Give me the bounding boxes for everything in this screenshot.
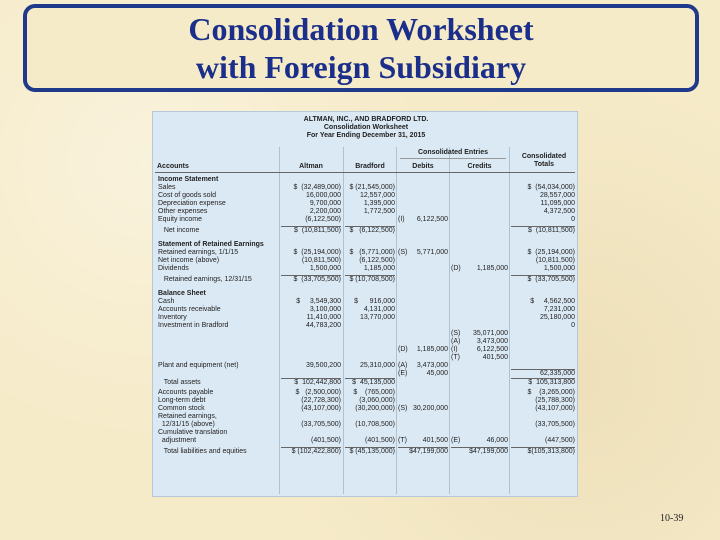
- cell-f: $ (33,705,500): [527, 276, 575, 283]
- header-debits: Debits: [412, 163, 434, 170]
- cell-a: Cumulative translation: [158, 429, 228, 436]
- cell-a: 12/31/15 (above): [158, 421, 215, 428]
- worksheet-name: Consolidation Worksheet: [323, 124, 409, 131]
- cell-eref: (D): [451, 265, 461, 272]
- cell-a: Retained earnings, 1/1/15: [158, 249, 239, 256]
- cell-b: $ 3,549,300: [296, 298, 341, 305]
- cell-b: $ (25,194,000): [293, 249, 341, 256]
- cell-c: $ (21,545,000): [349, 184, 395, 191]
- header-consolidated-totals-1: Consolidated: [521, 153, 567, 160]
- cell-a: Equity income: [158, 216, 202, 223]
- cell-dref: (I): [398, 216, 405, 223]
- cell-a: Accounts payable: [158, 389, 214, 396]
- cell-a: Sales: [158, 184, 176, 191]
- worksheet-company: ALTMAN, INC., AND BRADFORD LTD.: [303, 116, 429, 123]
- slide-title-line-1: Consolidation Worksheet: [188, 11, 534, 47]
- cell-b: 11,410,000: [306, 314, 341, 321]
- cell-d: 45,000: [426, 370, 448, 377]
- cell-eref: (A): [451, 338, 461, 345]
- cell-f: $ (25,194,000): [527, 249, 575, 256]
- cell-b: $ (2,500,000): [295, 389, 341, 396]
- cell-eref: (I): [451, 346, 458, 353]
- cell-a: Long-term debt: [158, 397, 206, 404]
- cell-b: 9,700,000: [309, 200, 341, 207]
- cell-c: $ (10,708,500): [349, 276, 395, 283]
- cell-e: 3,473,000: [476, 338, 508, 345]
- cell-eref: (S): [451, 330, 461, 337]
- cell-d: 3,473,000: [416, 362, 448, 369]
- cell-c: (6,122,500): [359, 257, 395, 264]
- cell-f: (33,705,500): [535, 421, 575, 428]
- cell-c: $ (5,771,000): [349, 249, 395, 256]
- cell-a: Balance Sheet: [158, 290, 206, 297]
- cell-a: adjustment: [158, 437, 197, 444]
- cell-a: Net income: [158, 227, 200, 234]
- cell-f: 11,095,000: [540, 200, 575, 207]
- cell-b: $ (10,811,500): [294, 227, 341, 234]
- cell-a: Dividends: [158, 265, 189, 272]
- cell-dref: (S): [398, 249, 408, 256]
- cell-c: 25,310,000: [359, 362, 395, 369]
- cell-f: 7,231,000: [543, 306, 575, 313]
- cell-b: (6,122,500): [305, 216, 341, 223]
- cell-a: Inventory: [158, 314, 187, 321]
- page-number: 10-39: [660, 513, 684, 524]
- cell-f: 0: [571, 322, 575, 329]
- cell-f: $ (3,265,000): [527, 389, 575, 396]
- cell-a: Cost of goods sold: [158, 192, 216, 199]
- cell-b: 2,200,000: [309, 208, 341, 215]
- consolidation-worksheet-image: [152, 111, 578, 497]
- cell-b: 3,100,000: [309, 306, 341, 313]
- header-bradford: Bradford: [355, 163, 385, 170]
- cell-a: Statement of Retained Earnings: [158, 241, 264, 248]
- header-consolidated-totals-2: Totals: [533, 161, 555, 168]
- cell-b: $ (102,422,800): [291, 448, 341, 455]
- cell-c: $ (765,000): [353, 389, 395, 396]
- cell-f: $ (10,811,500): [528, 227, 575, 234]
- cell-d: 1,185,000: [416, 346, 448, 353]
- cell-b: (401,500): [311, 437, 341, 444]
- cell-eref: (T): [451, 354, 460, 361]
- cell-c: (30,200,000): [355, 405, 395, 412]
- cell-dref: (E): [398, 370, 408, 377]
- cell-dref: (T): [398, 437, 407, 444]
- cell-b: (22,728,300): [301, 397, 341, 404]
- cell-b: $ (32,489,000): [293, 184, 341, 191]
- cell-eref: (E): [451, 437, 461, 444]
- worksheet-period: For Year Ending December 31, 2015: [306, 132, 426, 139]
- cell-f: $ 105,313,800: [528, 379, 575, 386]
- cell-a: Income Statement: [158, 176, 219, 183]
- cell-f: (10,811,500): [535, 257, 575, 264]
- cell-a: Other expenses: [158, 208, 208, 215]
- cell-c: $ (45,135,000): [349, 448, 395, 455]
- cell-f: $ 4,562,500: [530, 298, 575, 305]
- cell-a: Depreciation expense: [158, 200, 226, 207]
- cell-c: (3,060,000): [359, 397, 395, 404]
- cell-a: Plant and equipment (net): [158, 362, 239, 369]
- cell-b: 1,500,000: [309, 265, 341, 272]
- cell-b: 44,783,200: [305, 322, 341, 329]
- cell-f: (25,788,300): [535, 397, 575, 404]
- cell-c: 12,557,000: [359, 192, 395, 199]
- cell-d: 6,122,500: [416, 216, 448, 223]
- cell-c: $ 45,135,000: [352, 379, 395, 386]
- cell-d: $47,199,000: [409, 448, 448, 455]
- cell-f: 25,180,000: [539, 314, 575, 321]
- cell-d: 30,200,000: [412, 405, 448, 412]
- cell-dref: (S): [398, 405, 408, 412]
- cell-f: (43,107,000): [535, 405, 575, 412]
- cell-d: 5,771,000: [416, 249, 448, 256]
- header-consolidated-entries: Consolidated Entries: [417, 149, 488, 156]
- cell-c: 1,772,500: [363, 208, 395, 215]
- cell-b: (10,811,500): [301, 257, 341, 264]
- cell-c: (10,708,500): [355, 421, 395, 428]
- cell-a: Net income (above): [158, 257, 220, 264]
- cell-dref: (D): [398, 346, 408, 353]
- cell-a: Cash: [158, 298, 175, 305]
- cell-f: $(105,313,800): [527, 448, 575, 455]
- cell-c: 1,185,000: [363, 265, 395, 272]
- cell-c: (401,500): [365, 437, 395, 444]
- header-altman: Altman: [299, 163, 323, 170]
- cell-d: 401,500: [422, 437, 448, 444]
- slide-title-line-2: with Foreign Subsidiary: [195, 49, 527, 85]
- cell-c: $ 916,000: [354, 298, 395, 305]
- cell-b: (33,705,500): [301, 421, 341, 428]
- cell-b: $ 102,442,800: [294, 379, 341, 386]
- cell-b: 16,000,000: [305, 192, 341, 199]
- cell-f: (447,500): [545, 437, 575, 444]
- cell-e: 6,122,500: [476, 346, 508, 353]
- header-credits: Credits: [467, 163, 492, 170]
- cell-b: (43,107,000): [301, 405, 341, 412]
- cell-f: 1,500,000: [543, 265, 575, 272]
- cell-a: Total assets: [158, 379, 201, 386]
- cell-e: 401,500: [482, 354, 508, 361]
- cell-f: 28,557,000: [539, 192, 575, 199]
- cell-f: 4,372,500: [543, 208, 575, 215]
- header-accounts: Accounts: [157, 163, 189, 170]
- cell-c: 4,131,000: [363, 306, 395, 313]
- cell-a: Retained earnings,: [158, 413, 217, 420]
- cell-a: Total liabilities and equities: [158, 448, 247, 455]
- cell-dref: (A): [398, 362, 408, 369]
- cell-f: 62,335,000: [539, 370, 575, 377]
- cell-c: 13,770,000: [359, 314, 395, 321]
- cell-e: 1,185,000: [476, 265, 508, 272]
- cell-a: Investment in Bradford: [158, 322, 229, 329]
- cell-e: 46,000: [486, 437, 508, 444]
- cell-f: $ (54,034,000): [527, 184, 575, 191]
- cell-b: $ (33,705,500): [293, 276, 341, 283]
- cell-e: 35,071,000: [472, 330, 508, 337]
- cell-e: $47,199,000: [469, 448, 508, 455]
- cell-a: Retained earnings, 12/31/15: [158, 276, 252, 283]
- cell-c: 1,395,000: [363, 200, 395, 207]
- cell-b: 39,500,200: [305, 362, 341, 369]
- cell-a: Accounts receivable: [158, 306, 221, 313]
- cell-f: 0: [571, 216, 575, 223]
- cell-a: Common stock: [158, 405, 205, 412]
- cell-c: $ (6,122,500): [349, 227, 395, 234]
- slide-title-box: [23, 4, 699, 92]
